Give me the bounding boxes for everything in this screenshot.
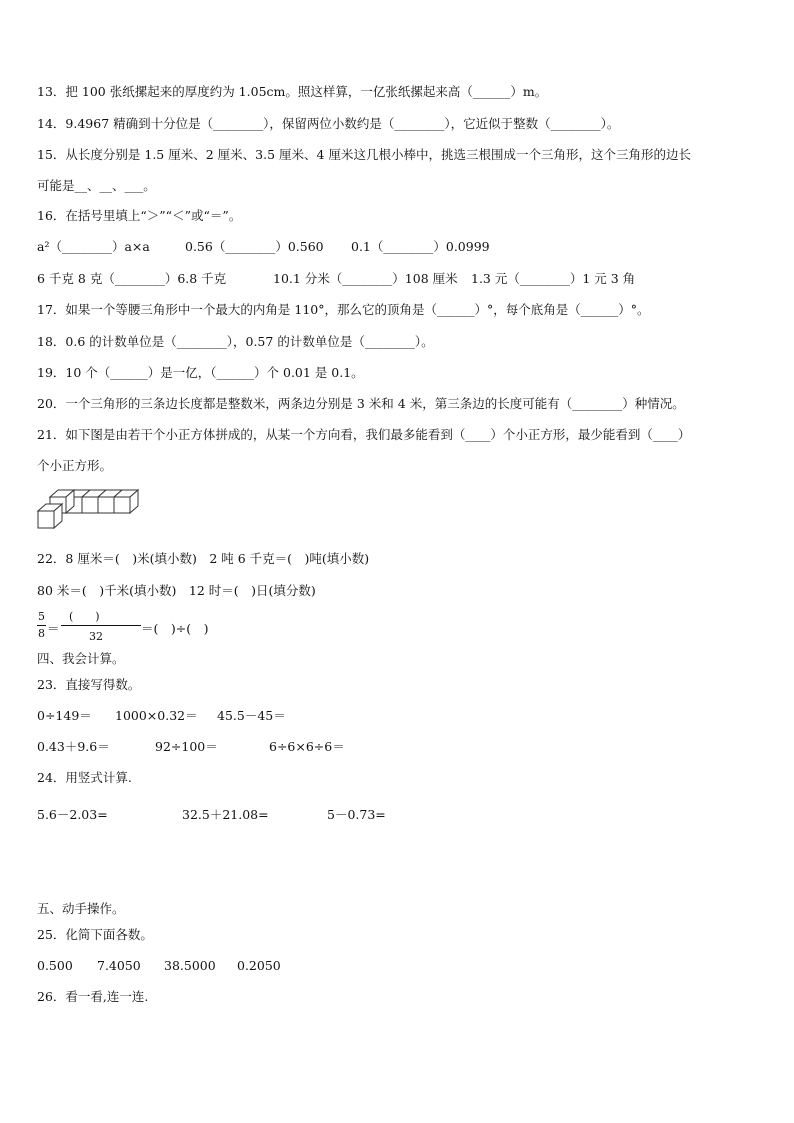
- q24-row: [37, 807, 386, 823]
- section-4-title: 四、我会计算。: [37, 651, 125, 666]
- q24: 24．用竖式计算.: [37, 770, 132, 785]
- q24-item: 5－0.73=: [327, 807, 386, 822]
- frac1-bar: [37, 625, 46, 626]
- q23-row2: [37, 739, 345, 755]
- q25-item: 7.4050: [97, 958, 141, 973]
- q16-item: 6 千克 8 克（________）6.8 千克: [37, 271, 227, 286]
- q26: 26．看一看,连一连.: [37, 989, 149, 1004]
- q23: 23．直接写得数。: [37, 677, 141, 692]
- q13: 13．把 100 张纸摞起来的厚度约为 1.05cm。照这样算，一亿张纸摞起来高（______）m。: [37, 84, 548, 99]
- q18: 18．0.6 的计数单位是（________），0.57 的计数单位是（________）。: [37, 334, 434, 349]
- q24-item: 5.6－2.03=: [37, 807, 108, 822]
- cube-figure: [36, 489, 144, 533]
- q16-item: 0.56（________）0.560: [185, 239, 324, 254]
- q16-row1: [37, 239, 490, 255]
- q25-item: 0.500: [37, 958, 73, 973]
- q24-item: 32.5＋21.08=: [182, 807, 269, 822]
- q21-line2: 个小正方形。: [37, 458, 113, 473]
- q16-item: 0.1（________）0.0999: [351, 239, 490, 254]
- frac1-numerator: 5: [38, 610, 45, 623]
- q17: 17．如果一个等腰三角形中一个最大的内角是 110°，那么它的顶角是（______）°，每个底角是（______）°。: [37, 302, 650, 317]
- frac2-denominator: 32: [89, 630, 103, 643]
- q14: 14．9.4967 精确到十分位是（________），保留两位小数约是（________），它近似于整数（________）。: [37, 116, 620, 131]
- q21-line1: 21．如下图是由若干个小正方体拼成的，从某一个方向看，我们最多能看到（____）个小正方形，最少能看到（____）: [37, 427, 691, 442]
- q22-fraction-row: [37, 610, 257, 644]
- q16-item: 10.1 分米（________）108 厘米: [273, 271, 458, 286]
- q16-row2: [37, 271, 636, 287]
- q23-item: 6÷6×6÷6＝: [269, 739, 345, 754]
- q23-item: 0÷149＝: [37, 708, 92, 723]
- frac2-numerator: ( ): [69, 610, 100, 623]
- q16-item: 1.3 元（________）1 元 3 角: [471, 271, 636, 286]
- equals: ＝: [47, 621, 60, 636]
- frac2-bar: [61, 625, 141, 626]
- q25-item: 0.2050: [237, 958, 281, 973]
- q23-item: 0.43＋9.6＝: [37, 739, 110, 754]
- q19: 19．10 个（______）是一亿，（______）个 0.01 是 0.1。: [37, 365, 364, 380]
- q23-item: 45.5－45＝: [217, 708, 286, 723]
- q22-row1: 22．8 厘米＝( )米(填小数) 2 吨 6 千克＝( )吨(填小数): [37, 551, 370, 566]
- q25: 25．化简下面各数。: [37, 927, 153, 942]
- cube-back-row: [66, 490, 138, 513]
- frac-tail: ＝( )÷( ): [141, 621, 209, 636]
- q15-line2: 可能是__、__、___。: [37, 178, 156, 193]
- q16-item: a²（________）a×a: [37, 239, 150, 254]
- q23-item: 92÷100＝: [155, 739, 218, 754]
- q23-row1: [37, 708, 286, 724]
- q20: 20．一个三角形的三条边长度都是整数米，两条边分别是 3 米和 4 米，第三条边的长度可能有（________）种情况。: [37, 396, 685, 411]
- q23-item: 1000×0.32＝: [115, 708, 198, 723]
- q25-item: 38.5000: [164, 958, 216, 973]
- q25-row: [37, 958, 281, 974]
- q16: 16．在括号里填上“＞”“＜”或“＝”。: [37, 208, 242, 223]
- cube-front-row: [38, 490, 74, 528]
- q15-line1: 15．从长度分别是 1.5 厘米、2 厘米、3.5 厘米、4 厘米这几根小棒中，挑选三根围成一个三角形，这个三角形的边长: [37, 147, 691, 162]
- section-5-title: 五、动手操作。: [37, 901, 125, 916]
- frac1-denominator: 8: [38, 627, 45, 640]
- q22-row2: 80 米＝( )千米(填小数) 12 时＝( )日(填分数): [37, 583, 316, 598]
